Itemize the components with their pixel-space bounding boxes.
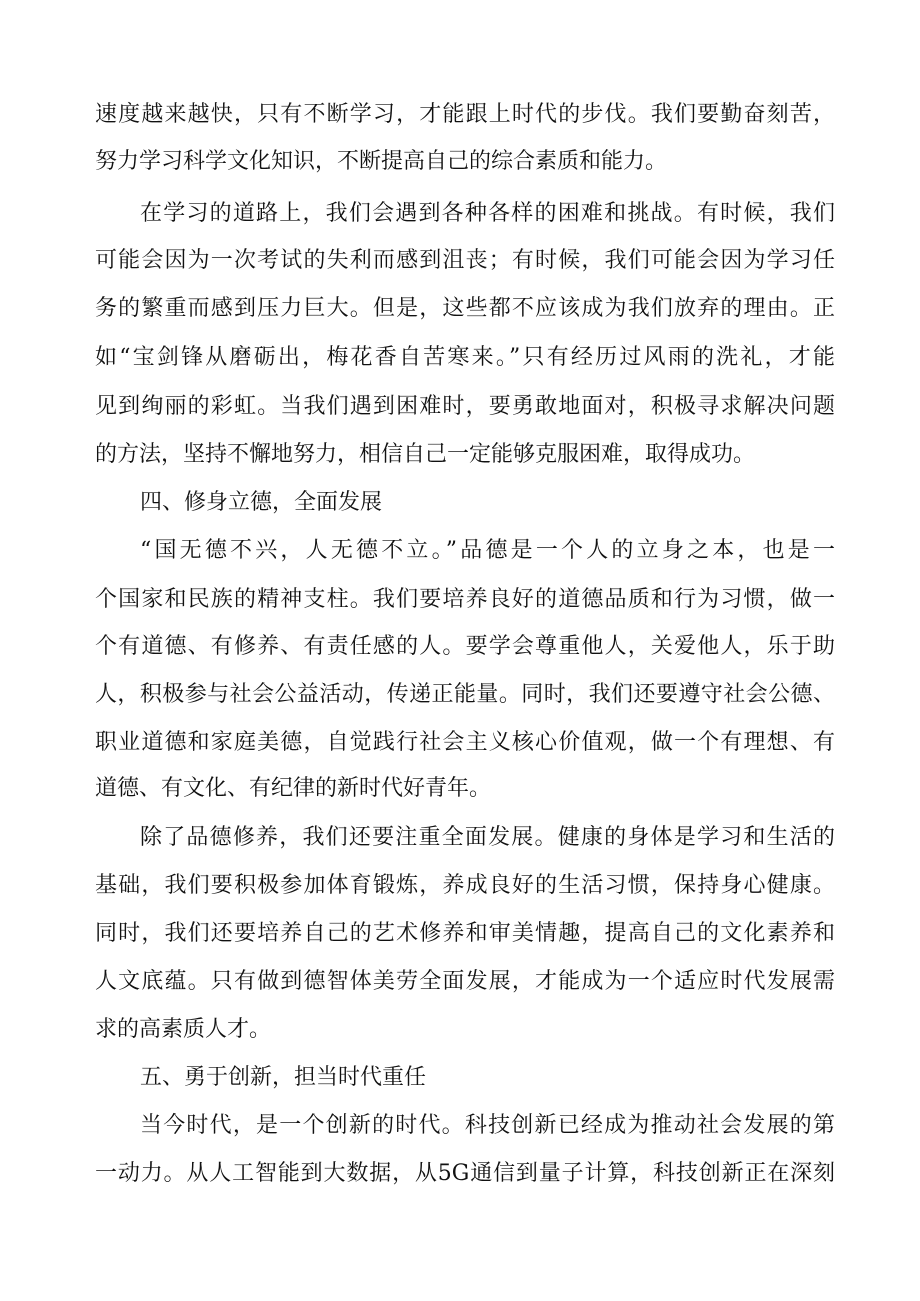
paragraph-line: 个有道德、有修养、有责任感的人。要学会尊重他人，关爱他人，乐于助 xyxy=(95,634,835,659)
paragraph-line: 可能会因为一次考试的失利而感到沮丧；有时候，我们可能会因为学习任 xyxy=(95,248,835,273)
paragraph-line: “国无德不兴，人无德不立。”品德是一个人的立身之本，也是一 xyxy=(140,538,835,563)
paragraph-line: 当今时代，是一个创新的时代。科技创新已经成为推动社会发展的第 xyxy=(140,1113,835,1138)
paragraph-line: 人文底蕴。只有做到德智体美劳全面发展，才能成为一个适应时代发展需 xyxy=(95,969,835,994)
paragraph-line: 除了品德修养，我们还要注重全面发展。健康的身体是学习和生活的 xyxy=(140,825,835,850)
paragraph-line: 的方法，坚持不懈地努力，相信自己一定能够克服困难，取得成功。 xyxy=(95,442,756,467)
paragraph-line: 职业道德和家庭美德，自觉践行社会主义核心价值观，做一个有理想、有 xyxy=(95,730,835,755)
paragraph-line: 个国家和民族的精神支柱。我们要培养良好的道德品质和行为习惯，做一 xyxy=(95,587,835,612)
paragraph-line: 一动力。从人工智能到大数据，从5G通信到量子计算，科技创新正在深刻 xyxy=(95,1161,835,1186)
paragraph-line: 如“宝剑锋从磨砺出，梅花香自苦寒来。”只有经历过风雨的洗礼，才能 xyxy=(95,345,835,370)
paragraph-line: 努力学习科学文化知识，不断提高自己的综合素质和能力。 xyxy=(95,149,668,174)
section-heading: 四、修身立德，全面发展 xyxy=(140,490,383,515)
section-heading: 五、勇于创新，担当时代重任 xyxy=(140,1065,427,1090)
paragraph-line: 道德、有文化、有纪律的新时代好青年。 xyxy=(95,776,492,801)
paragraph-line: 人，积极参与社会公益活动，传递正能量。同时，我们还要遵守社会公德、 xyxy=(95,682,835,707)
paragraph-line: 求的高素质人才。 xyxy=(95,1017,272,1042)
paragraph-line: 基础，我们要积极参加体育锻炼，养成良好的生活习惯，保持身心健康。 xyxy=(95,873,835,898)
paragraph-line: 速度越来越快，只有不断学习，才能跟上时代的步伐。我们要勤奋刻苦， xyxy=(95,102,835,127)
paragraph-line: 见到绚丽的彩虹。当我们遇到困难时，要勇敢地面对，积极寻求解决问题 xyxy=(95,394,835,419)
paragraph-line: 在学习的道路上，我们会遇到各种各样的困难和挑战。有时候，我们 xyxy=(140,201,835,226)
paragraph-line: 务的繁重而感到压力巨大。但是，这些都不应该成为我们放弃的理由。正 xyxy=(95,296,835,321)
paragraph-line: 同时，我们还要培养自己的艺术修养和审美情趣，提高自己的文化素养和 xyxy=(95,921,835,946)
